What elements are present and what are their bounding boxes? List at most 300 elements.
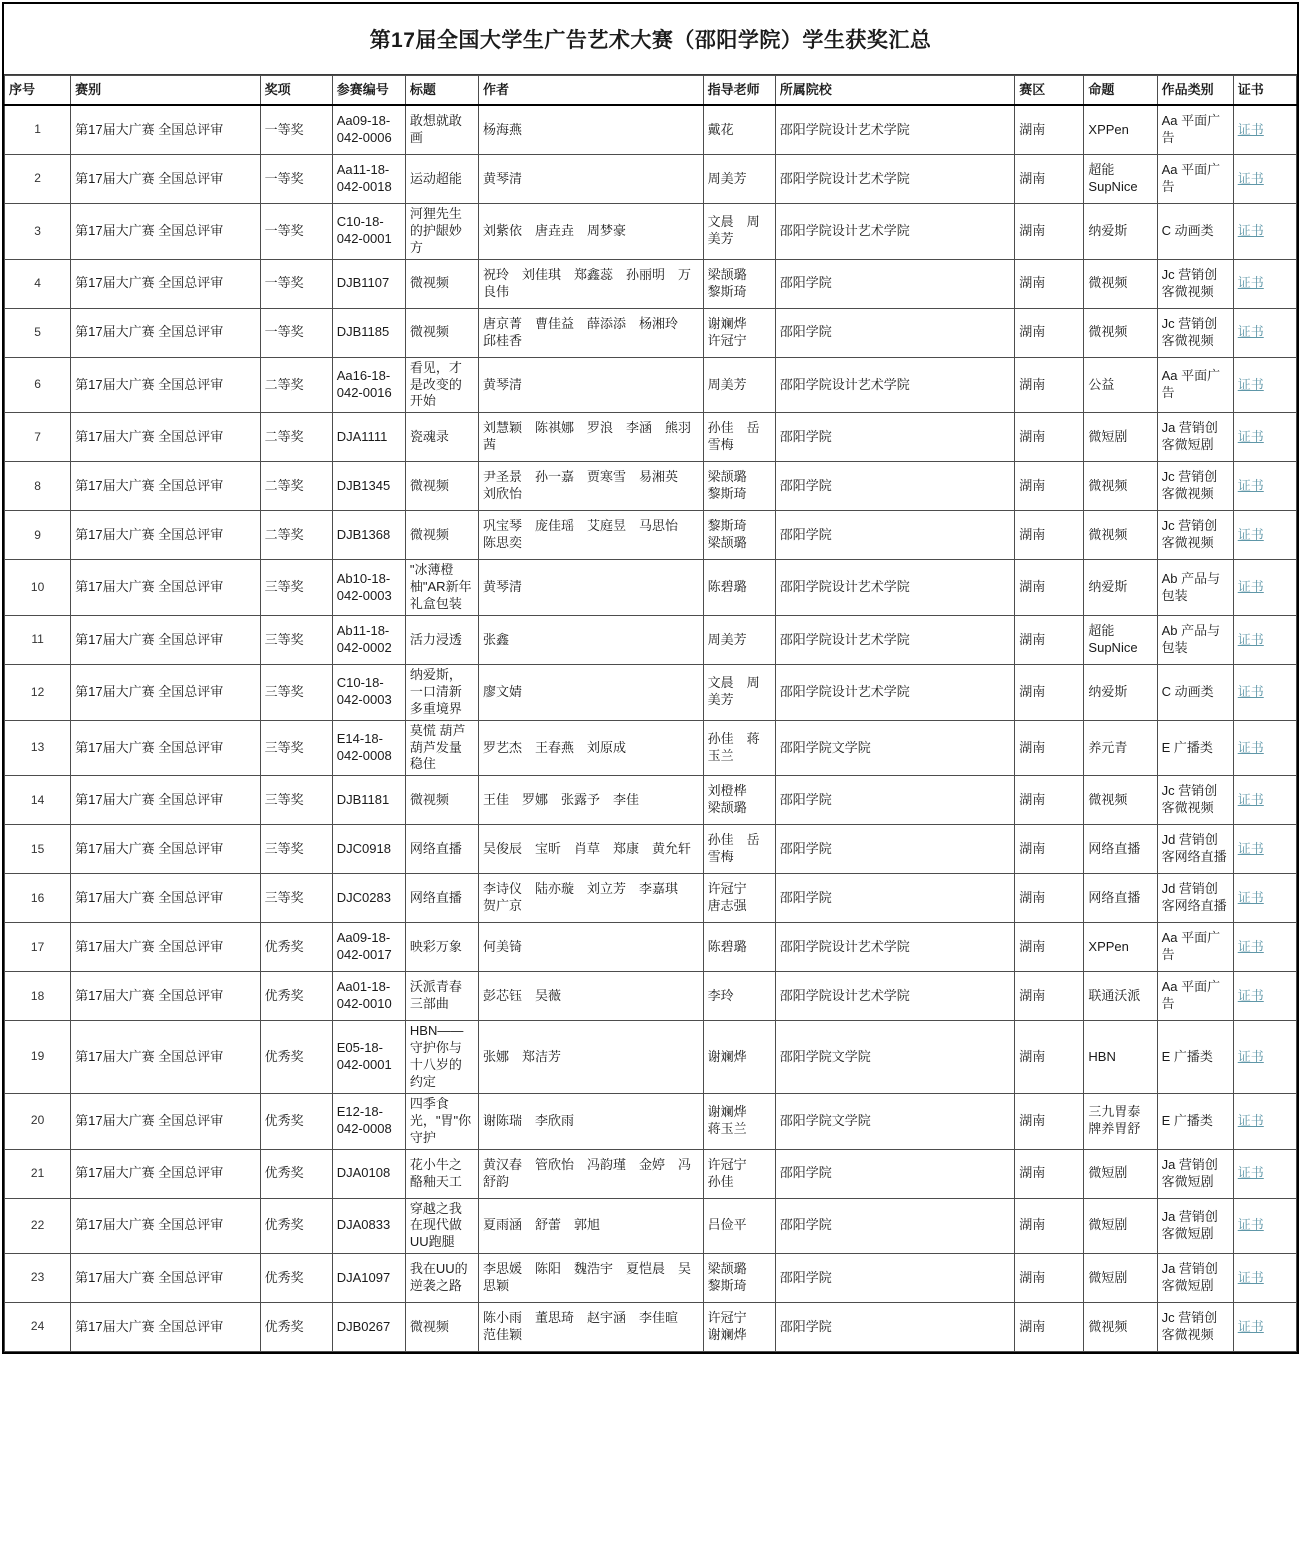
authors-cell: 黄汉春 管欣怡 冯韵瑾 金婷 冯舒韵 xyxy=(479,1149,704,1198)
category-cell: 第17届大广赛 全国总评审 xyxy=(71,665,260,721)
serial-cell: 21 xyxy=(5,1149,71,1198)
school-cell: 邵阳学院设计艺术学院 xyxy=(775,560,1015,616)
division-cell: 湖南 xyxy=(1015,357,1084,413)
certificate-link[interactable]: 证书 xyxy=(1237,631,1264,647)
certificate-cell xyxy=(1233,155,1296,204)
work-category-cell: Jc 营销创客微视频 xyxy=(1157,511,1233,560)
category-cell: 第17届大广赛 全国总评审 xyxy=(71,923,260,972)
certificate-cell xyxy=(1233,308,1296,357)
work-title-cell: 我在UU的逆袭之路 xyxy=(405,1254,478,1303)
work-title-cell: 微视频 xyxy=(405,1303,478,1352)
serial-cell: 19 xyxy=(5,1021,71,1094)
category-cell: 第17届大广赛 全国总评审 xyxy=(71,825,260,874)
work-category-cell: E 广播类 xyxy=(1157,1021,1233,1094)
certificate-link[interactable]: 证书 xyxy=(1237,222,1264,238)
certificate-cell xyxy=(1233,1149,1296,1198)
entry-id-cell: DJB1181 xyxy=(332,776,405,825)
certificate-cell xyxy=(1233,720,1296,776)
award-cell: 优秀奖 xyxy=(260,1254,332,1303)
entry-id-cell: DJB1345 xyxy=(332,462,405,511)
category-cell: 第17届大广赛 全国总评审 xyxy=(71,1093,260,1149)
serial-cell: 24 xyxy=(5,1303,71,1352)
teachers-cell: 谢斓烨 xyxy=(703,1021,775,1094)
certificate-cell xyxy=(1233,357,1296,413)
division-cell: 湖南 xyxy=(1015,511,1084,560)
category-cell: 第17届大广赛 全国总评审 xyxy=(71,560,260,616)
topic-cell: 网络直播 xyxy=(1084,825,1157,874)
award-cell: 优秀奖 xyxy=(260,1198,332,1254)
topic-cell: XPPen xyxy=(1084,105,1157,155)
certificate-link[interactable]: 证书 xyxy=(1237,938,1264,954)
table-row xyxy=(5,511,1297,560)
entry-id-cell: DJB1107 xyxy=(332,259,405,308)
entry-id-cell: E14-18-042-0008 xyxy=(332,720,405,776)
category-cell: 第17届大广赛 全国总评审 xyxy=(71,105,260,155)
column-header: 参赛编号 xyxy=(332,76,405,106)
page-title: 第17届全国大学生广告艺术大赛（邵阳学院）学生获奖汇总 xyxy=(4,4,1297,75)
certificate-link[interactable]: 证书 xyxy=(1237,1048,1264,1064)
entry-id-cell: Aa09-18-042-0017 xyxy=(332,923,405,972)
school-cell: 邵阳学院 xyxy=(775,776,1015,825)
entry-id-cell: Aa16-18-042-0016 xyxy=(332,357,405,413)
serial-cell: 17 xyxy=(5,923,71,972)
work-title-cell: 微视频 xyxy=(405,259,478,308)
column-header: 标题 xyxy=(405,76,478,106)
division-cell: 湖南 xyxy=(1015,105,1084,155)
category-cell: 第17届大广赛 全国总评审 xyxy=(71,874,260,923)
certificate-cell xyxy=(1233,259,1296,308)
table-row xyxy=(5,308,1297,357)
serial-cell: 2 xyxy=(5,155,71,204)
division-cell: 湖南 xyxy=(1015,1303,1084,1352)
authors-cell: 杨海燕 xyxy=(479,105,704,155)
school-cell: 邵阳学院 xyxy=(775,308,1015,357)
work-title-cell: 运动超能 xyxy=(405,155,478,204)
teachers-cell: 周美芳 xyxy=(703,616,775,665)
category-cell: 第17届大广赛 全国总评审 xyxy=(71,462,260,511)
certificate-cell xyxy=(1233,1198,1296,1254)
school-cell: 邵阳学院 xyxy=(775,511,1015,560)
topic-cell: HBN xyxy=(1084,1021,1157,1094)
work-title-cell: 微视频 xyxy=(405,776,478,825)
certificate-cell xyxy=(1233,204,1296,260)
school-cell: 邵阳学院设计艺术学院 xyxy=(775,155,1015,204)
teachers-cell: 梁颉璐 黎斯琦 xyxy=(703,259,775,308)
topic-cell: 微视频 xyxy=(1084,462,1157,511)
certificate-link[interactable]: 证书 xyxy=(1237,840,1264,856)
certificate-link[interactable]: 证书 xyxy=(1237,428,1264,444)
division-cell: 湖南 xyxy=(1015,413,1084,462)
certificate-link[interactable]: 证书 xyxy=(1237,376,1264,392)
division-cell: 湖南 xyxy=(1015,776,1084,825)
category-cell: 第17届大广赛 全国总评审 xyxy=(71,204,260,260)
work-title-cell: 微视频 xyxy=(405,308,478,357)
serial-cell: 5 xyxy=(5,308,71,357)
entry-id-cell: DJC0283 xyxy=(332,874,405,923)
certificate-cell xyxy=(1233,874,1296,923)
teachers-cell: 谢斓烨 蒋玉兰 xyxy=(703,1093,775,1149)
entry-id-cell: E05-18-042-0001 xyxy=(332,1021,405,1094)
work-title-cell: "冰薄橙柚"AR新年礼盒包装 xyxy=(405,560,478,616)
certificate-cell xyxy=(1233,511,1296,560)
serial-cell: 3 xyxy=(5,204,71,260)
division-cell: 湖南 xyxy=(1015,204,1084,260)
division-cell: 湖南 xyxy=(1015,874,1084,923)
work-category-cell: Jd 营销创客网络直播 xyxy=(1157,874,1233,923)
serial-cell: 22 xyxy=(5,1198,71,1254)
topic-cell: 微视频 xyxy=(1084,776,1157,825)
topic-cell: 微短剧 xyxy=(1084,1198,1157,1254)
authors-cell: 唐京菁 曹佳益 薛添添 杨湘玲 邱桂香 xyxy=(479,308,704,357)
award-cell: 一等奖 xyxy=(260,259,332,308)
division-cell: 湖南 xyxy=(1015,923,1084,972)
certificate-link[interactable]: 证书 xyxy=(1237,889,1264,905)
authors-cell: 尹圣景 孙一嘉 贾寒雪 易湘英 刘欣怡 xyxy=(479,462,704,511)
certificate-cell xyxy=(1233,665,1296,721)
school-cell: 邵阳学院 xyxy=(775,259,1015,308)
table-row xyxy=(5,972,1297,1021)
school-cell: 邵阳学院设计艺术学院 xyxy=(775,665,1015,721)
award-cell: 二等奖 xyxy=(260,413,332,462)
serial-cell: 7 xyxy=(5,413,71,462)
teachers-cell: 吕俭平 xyxy=(703,1198,775,1254)
work-title-cell: 映彩万象 xyxy=(405,923,478,972)
authors-cell: 黄琴清 xyxy=(479,560,704,616)
teachers-cell: 周美芳 xyxy=(703,155,775,204)
category-cell: 第17届大广赛 全国总评审 xyxy=(71,259,260,308)
work-category-cell: E 广播类 xyxy=(1157,1093,1233,1149)
certificate-link[interactable]: 证书 xyxy=(1237,1269,1264,1285)
certificate-link[interactable]: 证书 xyxy=(1237,477,1264,493)
column-header: 赛区 xyxy=(1015,76,1084,106)
authors-cell: 刘紫依 唐垚垚 周梦豪 xyxy=(479,204,704,260)
work-title-cell: HBN——守护你与十八岁的约定 xyxy=(405,1021,478,1094)
award-cell: 优秀奖 xyxy=(260,972,332,1021)
table-row xyxy=(5,1149,1297,1198)
work-category-cell: Ab 产品与包装 xyxy=(1157,616,1233,665)
award-cell: 优秀奖 xyxy=(260,1149,332,1198)
division-cell: 湖南 xyxy=(1015,308,1084,357)
certificate-cell xyxy=(1233,1021,1296,1094)
work-category-cell: E 广播类 xyxy=(1157,720,1233,776)
school-cell: 邵阳学院 xyxy=(775,462,1015,511)
column-header: 所属院校 xyxy=(775,76,1015,106)
school-cell: 邵阳学院设计艺术学院 xyxy=(775,204,1015,260)
award-cell: 三等奖 xyxy=(260,874,332,923)
division-cell: 湖南 xyxy=(1015,1093,1084,1149)
entry-id-cell: Ab10-18-042-0003 xyxy=(332,560,405,616)
teachers-cell: 李玲 xyxy=(703,972,775,1021)
topic-cell: 纳爱斯 xyxy=(1084,560,1157,616)
category-cell: 第17届大广赛 全国总评审 xyxy=(71,720,260,776)
award-cell: 优秀奖 xyxy=(260,1093,332,1149)
topic-cell: 微视频 xyxy=(1084,511,1157,560)
award-cell: 二等奖 xyxy=(260,462,332,511)
authors-cell: 陈小雨 董思琦 赵宇涵 李佳暄 范佳颖 xyxy=(479,1303,704,1352)
authors-cell: 黄琴清 xyxy=(479,357,704,413)
school-cell: 邵阳学院 xyxy=(775,825,1015,874)
certificate-cell xyxy=(1233,776,1296,825)
certificate-link[interactable]: 证书 xyxy=(1237,275,1264,291)
authors-cell: 巩宝琴 庞佳瑶 艾庭昱 马思怡 陈思奕 xyxy=(479,511,704,560)
division-cell: 湖南 xyxy=(1015,560,1084,616)
authors-cell: 黄琴清 xyxy=(479,155,704,204)
work-category-cell: Ja 营销创客微短剧 xyxy=(1157,1198,1233,1254)
serial-cell: 16 xyxy=(5,874,71,923)
teachers-cell: 梁颉璐 黎斯琦 xyxy=(703,462,775,511)
work-title-cell: 网络直播 xyxy=(405,874,478,923)
category-cell: 第17届大广赛 全国总评审 xyxy=(71,972,260,1021)
certificate-link[interactable]: 证书 xyxy=(1237,791,1264,807)
school-cell: 邵阳学院 xyxy=(775,1198,1015,1254)
entry-id-cell: Aa01-18-042-0010 xyxy=(332,972,405,1021)
table-row xyxy=(5,204,1297,260)
entry-id-cell: DJB0267 xyxy=(332,1303,405,1352)
school-cell: 邵阳学院 xyxy=(775,1303,1015,1352)
teachers-cell: 黎斯琦 梁颉璐 xyxy=(703,511,775,560)
work-title-cell: 瓷魂录 xyxy=(405,413,478,462)
certificate-link[interactable]: 证书 xyxy=(1237,324,1264,340)
certificate-link[interactable]: 证书 xyxy=(1237,683,1264,699)
work-category-cell: Jc 营销创客微视频 xyxy=(1157,259,1233,308)
teachers-cell: 谢斓烨 许冠宁 xyxy=(703,308,775,357)
school-cell: 邵阳学院设计艺术学院 xyxy=(775,105,1015,155)
certificate-cell xyxy=(1233,923,1296,972)
teachers-cell: 陈碧璐 xyxy=(703,923,775,972)
certificate-link[interactable]: 证书 xyxy=(1237,579,1264,595)
topic-cell: 微短剧 xyxy=(1084,1149,1157,1198)
authors-cell: 张娜 郑洁芳 xyxy=(479,1021,704,1094)
entry-id-cell: C10-18-042-0003 xyxy=(332,665,405,721)
division-cell: 湖南 xyxy=(1015,259,1084,308)
work-category-cell: Ja 营销创客微短剧 xyxy=(1157,1254,1233,1303)
authors-cell: 刘慧颖 陈祺娜 罗浪 李涵 熊羽茜 xyxy=(479,413,704,462)
table-row xyxy=(5,1254,1297,1303)
school-cell: 邵阳学院文学院 xyxy=(775,1021,1015,1094)
certificate-cell xyxy=(1233,413,1296,462)
topic-cell: 网络直播 xyxy=(1084,874,1157,923)
awards-table xyxy=(4,75,1297,1352)
teachers-cell: 孙佳 岳雪梅 xyxy=(703,413,775,462)
certificate-cell xyxy=(1233,616,1296,665)
school-cell: 邵阳学院 xyxy=(775,1254,1015,1303)
category-cell: 第17届大广赛 全国总评审 xyxy=(71,1149,260,1198)
serial-cell: 10 xyxy=(5,560,71,616)
division-cell: 湖南 xyxy=(1015,1198,1084,1254)
work-category-cell: C 动画类 xyxy=(1157,665,1233,721)
authors-cell: 罗艺杰 王春燕 刘原成 xyxy=(479,720,704,776)
topic-cell: 超能SupNice xyxy=(1084,616,1157,665)
entry-id-cell: E12-18-042-0008 xyxy=(332,1093,405,1149)
certificate-link[interactable]: 证书 xyxy=(1237,1217,1264,1233)
serial-cell: 18 xyxy=(5,972,71,1021)
certificate-link[interactable]: 证书 xyxy=(1237,1112,1264,1128)
entry-id-cell: DJB1368 xyxy=(332,511,405,560)
school-cell: 邵阳学院 xyxy=(775,1149,1015,1198)
award-cell: 一等奖 xyxy=(260,308,332,357)
work-category-cell: Jd 营销创客网络直播 xyxy=(1157,825,1233,874)
work-category-cell: C 动画类 xyxy=(1157,204,1233,260)
authors-cell: 李诗仪 陆亦璇 刘立芳 李嘉琪 贺广京 xyxy=(479,874,704,923)
entry-id-cell: DJA1111 xyxy=(332,413,405,462)
work-category-cell: Aa 平面广告 xyxy=(1157,105,1233,155)
table-row xyxy=(5,1021,1297,1094)
column-header: 作者 xyxy=(479,76,704,106)
certificate-cell xyxy=(1233,825,1296,874)
topic-cell: 纳爱斯 xyxy=(1084,204,1157,260)
serial-cell: 11 xyxy=(5,616,71,665)
authors-cell: 何美锜 xyxy=(479,923,704,972)
work-title-cell: 微视频 xyxy=(405,462,478,511)
award-cell: 三等奖 xyxy=(260,616,332,665)
column-header: 作品类别 xyxy=(1157,76,1233,106)
category-cell: 第17届大广赛 全国总评审 xyxy=(71,1021,260,1094)
table-row xyxy=(5,462,1297,511)
entry-id-cell: Aa11-18-042-0018 xyxy=(332,155,405,204)
authors-cell: 吴俊辰 宝昕 肖草 郑康 黄允轩 xyxy=(479,825,704,874)
certificate-link[interactable]: 证书 xyxy=(1237,121,1264,137)
serial-cell: 14 xyxy=(5,776,71,825)
certificate-cell xyxy=(1233,560,1296,616)
topic-cell: 微视频 xyxy=(1084,259,1157,308)
table-row xyxy=(5,1093,1297,1149)
topic-cell: 养元青 xyxy=(1084,720,1157,776)
entry-id-cell: C10-18-042-0001 xyxy=(332,204,405,260)
work-title-cell: 微视频 xyxy=(405,511,478,560)
division-cell: 湖南 xyxy=(1015,462,1084,511)
work-title-cell: 看见，才是改变的开始 xyxy=(405,357,478,413)
teachers-cell: 梁颉璐 黎斯琦 xyxy=(703,1254,775,1303)
school-cell: 邵阳学院 xyxy=(775,413,1015,462)
teachers-cell: 戴花 xyxy=(703,105,775,155)
authors-cell: 李思媛 陈阳 魏浩宇 夏恺晨 吴思颖 xyxy=(479,1254,704,1303)
work-title-cell: 四季食光，"胃"你守护 xyxy=(405,1093,478,1149)
certificate-cell xyxy=(1233,462,1296,511)
certificate-link[interactable]: 证书 xyxy=(1237,739,1264,755)
division-cell: 湖南 xyxy=(1015,616,1084,665)
category-cell: 第17届大广赛 全国总评审 xyxy=(71,413,260,462)
teachers-cell: 许冠宁 孙佳 xyxy=(703,1149,775,1198)
header-row xyxy=(5,76,1297,106)
serial-cell: 4 xyxy=(5,259,71,308)
work-category-cell: Ja 营销创客微短剧 xyxy=(1157,1149,1233,1198)
table-row xyxy=(5,923,1297,972)
topic-cell: 微短剧 xyxy=(1084,413,1157,462)
table-row xyxy=(5,105,1297,155)
division-cell: 湖南 xyxy=(1015,665,1084,721)
awards-sheet xyxy=(2,2,1299,1354)
school-cell: 邵阳学院文学院 xyxy=(775,1093,1015,1149)
table-row xyxy=(5,776,1297,825)
work-category-cell: Aa 平面广告 xyxy=(1157,923,1233,972)
table-row xyxy=(5,665,1297,721)
award-cell: 一等奖 xyxy=(260,105,332,155)
work-category-cell: Jc 营销创客微视频 xyxy=(1157,462,1233,511)
award-cell: 三等奖 xyxy=(260,560,332,616)
certificate-link[interactable]: 证书 xyxy=(1237,526,1264,542)
column-header: 证书 xyxy=(1233,76,1296,106)
division-cell: 湖南 xyxy=(1015,825,1084,874)
column-header: 指导老师 xyxy=(703,76,775,106)
topic-cell: 三九胃泰牌养胃舒 xyxy=(1084,1093,1157,1149)
teachers-cell: 周美芳 xyxy=(703,357,775,413)
teachers-cell: 陈碧璐 xyxy=(703,560,775,616)
authors-cell: 祝玲 刘佳琪 郑鑫蕊 孙丽明 万良伟 xyxy=(479,259,704,308)
certificate-link[interactable]: 证书 xyxy=(1237,170,1264,186)
category-cell: 第17届大广赛 全国总评审 xyxy=(71,308,260,357)
school-cell: 邵阳学院文学院 xyxy=(775,720,1015,776)
award-cell: 三等奖 xyxy=(260,776,332,825)
table-row xyxy=(5,1303,1297,1352)
division-cell: 湖南 xyxy=(1015,1254,1084,1303)
teachers-cell: 刘橙桦 梁颉璐 xyxy=(703,776,775,825)
table-row xyxy=(5,616,1297,665)
serial-cell: 12 xyxy=(5,665,71,721)
entry-id-cell: DJA1097 xyxy=(332,1254,405,1303)
award-cell: 二等奖 xyxy=(260,357,332,413)
entry-id-cell: DJB1185 xyxy=(332,308,405,357)
work-category-cell: Jc 营销创客微视频 xyxy=(1157,308,1233,357)
teachers-cell: 许冠宁 谢斓烨 xyxy=(703,1303,775,1352)
division-cell: 湖南 xyxy=(1015,720,1084,776)
certificate-link[interactable]: 证书 xyxy=(1237,1318,1264,1334)
certificate-link[interactable]: 证书 xyxy=(1237,1165,1264,1181)
teachers-cell: 文晨 周美芳 xyxy=(703,665,775,721)
category-cell: 第17届大广赛 全国总评审 xyxy=(71,1198,260,1254)
certificate-cell xyxy=(1233,1093,1296,1149)
award-cell: 二等奖 xyxy=(260,511,332,560)
topic-cell: 联通沃派 xyxy=(1084,972,1157,1021)
teachers-cell: 文晨 周美芳 xyxy=(703,204,775,260)
entry-id-cell: Ab11-18-042-0002 xyxy=(332,616,405,665)
serial-cell: 8 xyxy=(5,462,71,511)
table-row xyxy=(5,357,1297,413)
certificate-cell xyxy=(1233,105,1296,155)
teachers-cell: 孙佳 蒋玉兰 xyxy=(703,720,775,776)
serial-cell: 23 xyxy=(5,1254,71,1303)
topic-cell: 公益 xyxy=(1084,357,1157,413)
school-cell: 邵阳学院 xyxy=(775,874,1015,923)
topic-cell: 超能SupNice xyxy=(1084,155,1157,204)
school-cell: 邵阳学院设计艺术学院 xyxy=(775,972,1015,1021)
certificate-link[interactable]: 证书 xyxy=(1237,987,1264,1003)
table-row xyxy=(5,413,1297,462)
award-cell: 一等奖 xyxy=(260,204,332,260)
teachers-cell: 孙佳 岳雪梅 xyxy=(703,825,775,874)
work-title-cell: 敢想就敢画 xyxy=(405,105,478,155)
entry-id-cell: DJC0918 xyxy=(332,825,405,874)
work-title-cell: 花小牛之酪釉天工 xyxy=(405,1149,478,1198)
table-row xyxy=(5,1198,1297,1254)
award-cell: 三等奖 xyxy=(260,665,332,721)
work-title-cell: 纳爱斯，一口清新多重境界 xyxy=(405,665,478,721)
award-cell: 三等奖 xyxy=(260,720,332,776)
work-category-cell: Jc 营销创客微视频 xyxy=(1157,1303,1233,1352)
category-cell: 第17届大广赛 全国总评审 xyxy=(71,1303,260,1352)
work-title-cell: 河狸先生的护龈妙方 xyxy=(405,204,478,260)
award-cell: 一等奖 xyxy=(260,155,332,204)
award-cell: 优秀奖 xyxy=(260,1021,332,1094)
topic-cell: XPPen xyxy=(1084,923,1157,972)
column-header: 奖项 xyxy=(260,76,332,106)
column-header: 序号 xyxy=(5,76,71,106)
topic-cell: 微视频 xyxy=(1084,308,1157,357)
table-row xyxy=(5,155,1297,204)
authors-cell: 张鑫 xyxy=(479,616,704,665)
serial-cell: 13 xyxy=(5,720,71,776)
award-cell: 优秀奖 xyxy=(260,1303,332,1352)
topic-cell: 纳爱斯 xyxy=(1084,665,1157,721)
